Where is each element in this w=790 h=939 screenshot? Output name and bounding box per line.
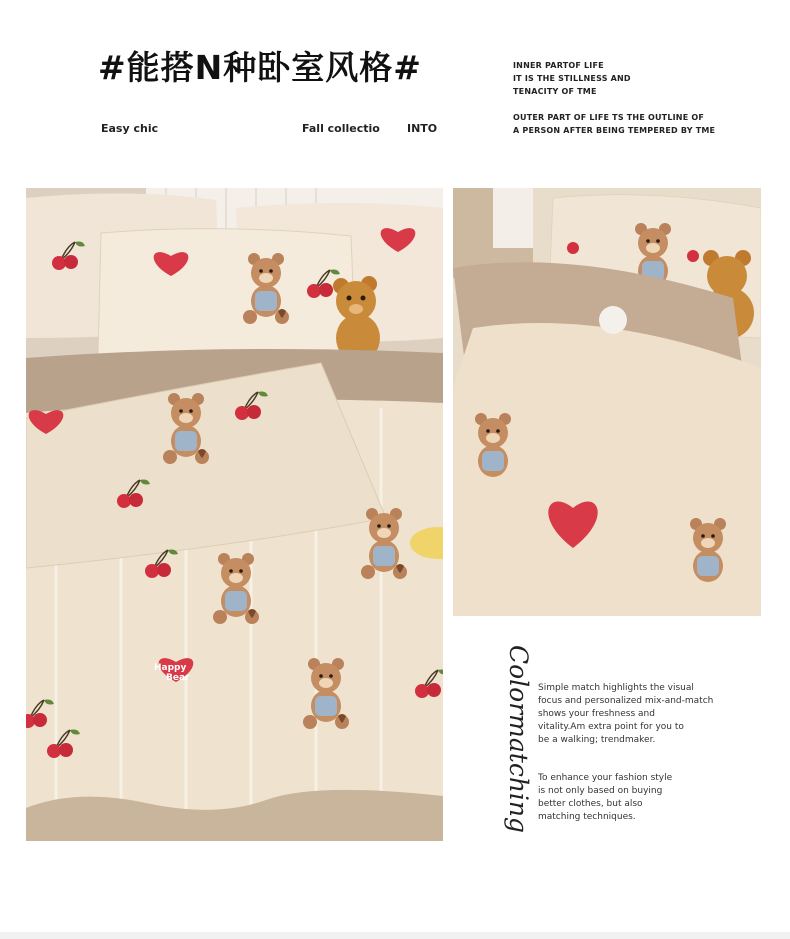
paragraph-simple-match	[538, 682, 713, 747]
paragraph-line: matching techniques.	[538, 812, 636, 822]
tag-easy-chic: Easy chic	[101, 122, 159, 135]
paragraph-line: is not only based on buying	[538, 786, 663, 796]
bedding-photo-side	[453, 188, 761, 616]
quote-line: IT IS THE STILLNESS AND	[513, 74, 631, 83]
bottom-divider	[0, 932, 790, 939]
quote-inner-part	[513, 59, 631, 98]
bedding-photo-main	[26, 188, 443, 841]
quote-line: TENACITY OF TME	[513, 87, 597, 96]
tag-into: INTO	[407, 122, 438, 135]
quote-line: INNER PARTOF LIFE	[513, 61, 604, 70]
paragraph-line: focus and personalized mix-and-match	[538, 696, 714, 706]
color-matching-heading: Colormatching	[504, 645, 533, 834]
pillow-text-happy: Happy	[154, 663, 187, 673]
paragraph-line: shows your freshness and	[538, 709, 655, 719]
page-title: #能搭N种卧室风格#	[98, 48, 422, 87]
paragraph-line: Simple match highlights the visual	[538, 683, 694, 693]
paragraph-line: better clothes, but also	[538, 799, 643, 809]
paragraph-line: To enhance your fashion style	[538, 773, 673, 783]
tag-fall-collection: Fall collectio	[302, 122, 380, 135]
quote-outer-part	[513, 111, 715, 137]
paragraph-enhance-style	[538, 772, 672, 824]
quote-line: A PERSON AFTER BEING TEMPERED BY TME	[513, 126, 716, 135]
paragraph-line: be a walking; trendmaker.	[538, 735, 656, 745]
pillow-text-bear: Bear	[166, 673, 190, 683]
quote-line: OUTER PART OF LIFE TS THE OUTLINE OF	[513, 113, 705, 122]
paragraph-line: vitality.Am extra point for you to	[538, 722, 684, 732]
